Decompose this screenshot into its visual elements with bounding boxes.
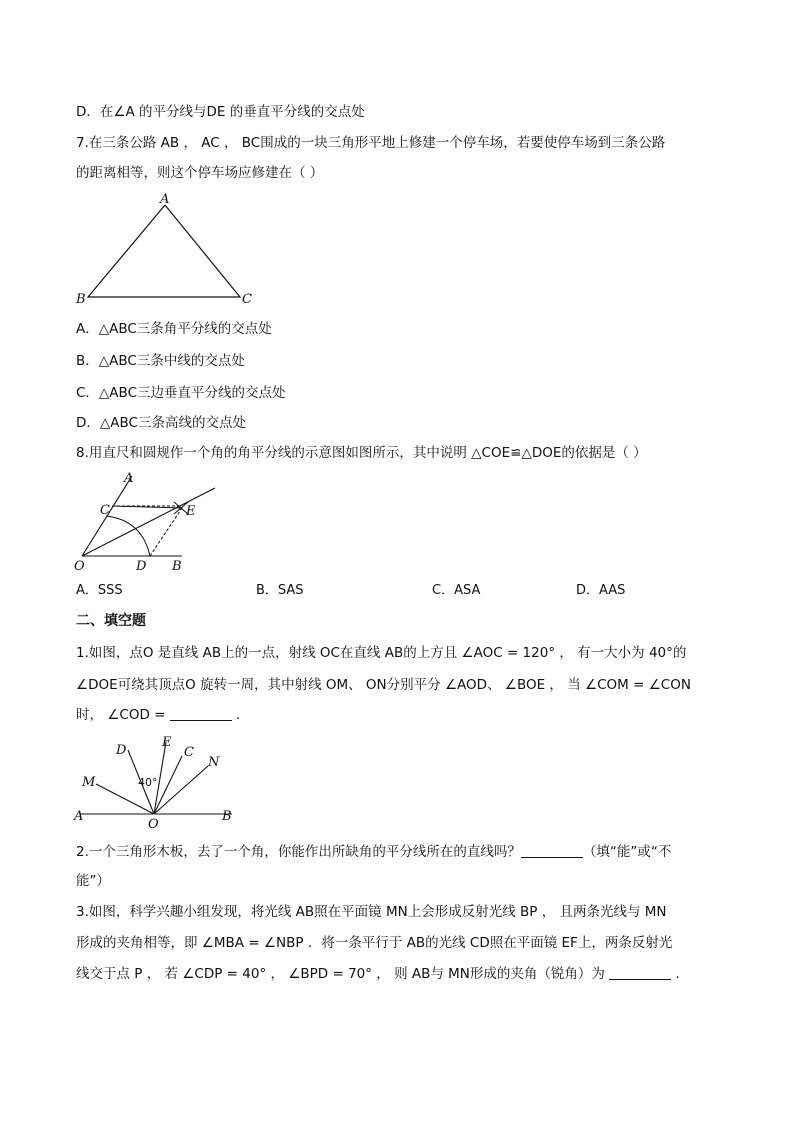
section-heading-fill-in: 二、填空题 [76, 613, 146, 629]
f2-stem-line1: 2.一个三角形木板，去了一个角，你能作出所缺角的平分线所在的直线吗？ （填“能”或“不 [76, 844, 672, 860]
f1-label-d: D [116, 743, 127, 758]
f1-answer-blank[interactable] [170, 706, 232, 721]
f1-stem-line1: 1.如图，点O 是直线 AB上的一点，射线 OC在直线 AB的上方且 ∠AOC = 120° ， 有一大小为 40°的 [76, 645, 687, 661]
q8-option-a: A．SSS [76, 583, 123, 598]
q8-angle-bisector-figure [70, 470, 230, 575]
f2-answer-blank[interactable] [521, 843, 583, 858]
f1-stem-line3: 时， ∠COD = . [76, 707, 241, 723]
f1-rays-figure [70, 730, 250, 830]
f1-stem-line2: ∠DOE可绕其顶点O 旋转一周，其中射线 OM、 ON分别平分 ∠AOD、 ∠BOE ， 当 ∠COM = ∠CON [76, 677, 691, 693]
q8-label-o: O [74, 559, 85, 574]
q7-option-c: C．△ABC三边垂直平分线的交点处 [76, 385, 286, 401]
q8-label-c: C [100, 503, 110, 518]
q7-label-c: C [242, 292, 252, 307]
f1-label-b: B [222, 809, 232, 824]
f3-answer-blank[interactable] [609, 965, 671, 980]
f1-label-angle: 40° [138, 776, 158, 789]
q8-label-a: A [124, 471, 134, 486]
q8-option-b: B．SAS [256, 583, 304, 598]
q7-label-a: A [160, 193, 170, 207]
f3-stem-line1: 3.如图，科学兴趣小组发现，将光线 AB照在平面镜 MN上会形成反射光线 BP ， 且两条光线与 MN [76, 904, 667, 920]
q7-stem-line2: 的距离相等，则这个停车场应修建在（ ） [76, 165, 324, 181]
q7-option-d: D．△ABC三条高线的交点处 [76, 415, 246, 431]
q7-option-a: A．△ABC三条角平分线的交点处 [76, 321, 272, 337]
q8-stem: 8.用直尺和圆规作一个角的角平分线的示意图如图所示，其中说明 △COE≌△DOE的依据是（ ） [76, 445, 647, 461]
f1-label-e: E [162, 735, 172, 750]
q7-triangle-figure [70, 193, 270, 311]
q8-label-d: D [136, 559, 147, 574]
f2-stem-line2: 能”） [76, 873, 110, 889]
f1-label-n: N [208, 755, 220, 770]
f1-label-o: O [148, 817, 159, 830]
q7-stem-line1: 7.在三条公路 AB ， AC ， BC围成的一块三角形平地上修建一个停车场，若要使停车场到三条公路 [76, 135, 666, 151]
q6-option-d: D．在∠A 的平分线与DE 的垂直平分线的交点处 [76, 104, 365, 120]
f1-label-c: C [184, 745, 194, 760]
f1-label-a: A [74, 809, 84, 824]
f3-stem-line2: 形成的夹角相等，即 ∠MBA = ∠NBP ．将一条平行于 AB的光线 CD照在平面镜 EF上，两条反射光 [76, 935, 673, 951]
q8-label-e: E [186, 504, 196, 519]
q7-option-b: B．△ABC三条中线的交点处 [76, 353, 245, 369]
q8-label-b: B [172, 559, 182, 574]
q7-label-b: B [76, 292, 86, 307]
q8-option-c: C．ASA [432, 583, 481, 598]
f1-label-m: M [82, 775, 96, 790]
f3-stem-line3: 线交于点 P ， 若 ∠CDP = 40° ， ∠BPD = 70° ， 则 AB与 MN形成的夹角（锐角）为 . [76, 966, 680, 982]
q8-option-d: D．AAS [576, 583, 626, 598]
